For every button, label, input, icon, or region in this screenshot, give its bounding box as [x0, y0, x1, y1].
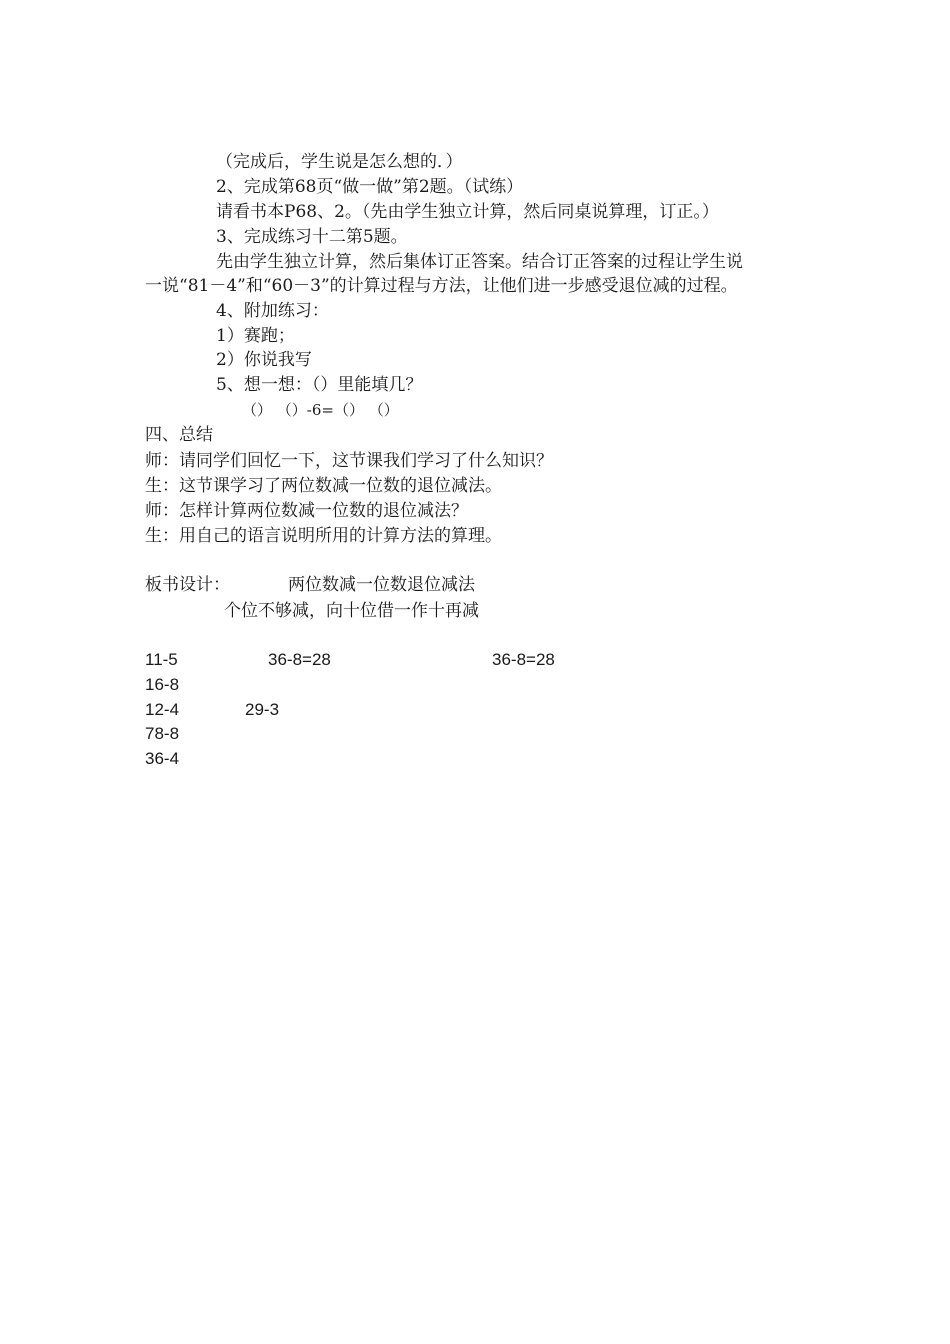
- board-subtitle: 个位不够减，向十位借一作十再减: [224, 601, 479, 621]
- text-line: 2）你说我写: [216, 350, 312, 370]
- text-line: 5、想一想：（）里能填几？: [216, 375, 423, 395]
- blank-equation: （） （）-6=（） （）: [242, 401, 399, 419]
- text-line: （完成后，学生说是怎么想的．）: [216, 152, 463, 172]
- dialogue-line: 生：这节课学习了两位数减一位数的退位减法。: [145, 476, 502, 496]
- equation: 36-8=28: [268, 650, 331, 669]
- equation: 36-4: [145, 749, 180, 768]
- text-line: 先由学生独立计算，然后集体订正答案。结合订正答案的过程让学生说: [216, 252, 743, 272]
- equation: 16-8: [145, 675, 180, 694]
- text-line: 2、完成第68页“做一做”第2题。（试练）: [216, 177, 524, 197]
- equation: 36-8=28: [492, 650, 555, 669]
- equation: 11-5: [145, 650, 178, 669]
- dialogue-line: 师：请同学们回忆一下，这节课我们学习了什么知识？: [145, 451, 553, 471]
- section-heading: 四、总结: [145, 425, 213, 445]
- equation: 29-3: [245, 700, 280, 719]
- dialogue-line: 生：用自己的语言说明所用的计算方法的算理。: [145, 526, 502, 546]
- text-line: 1）赛跑；: [216, 326, 295, 346]
- equation: 78-8: [145, 724, 180, 743]
- text-line: 4、附加练习：: [216, 301, 329, 321]
- board-title: 两位数减一位数退位减法: [288, 575, 475, 595]
- text-line: 请看书本P68、2。（先由学生独立计算，然后同桌说算理，订正。）: [216, 202, 719, 222]
- board-label: 板书设计：: [145, 575, 230, 595]
- equation: 12-4: [145, 700, 180, 719]
- text-line: 一说“81－4”和“60－3”的计算过程与方法，让他们进一步感受退位减的过程。: [145, 276, 738, 296]
- dialogue-line: 师：怎样计算两位数减一位数的退位减法？: [145, 501, 468, 521]
- text-line: 3、完成练习十二第5题。: [216, 227, 408, 247]
